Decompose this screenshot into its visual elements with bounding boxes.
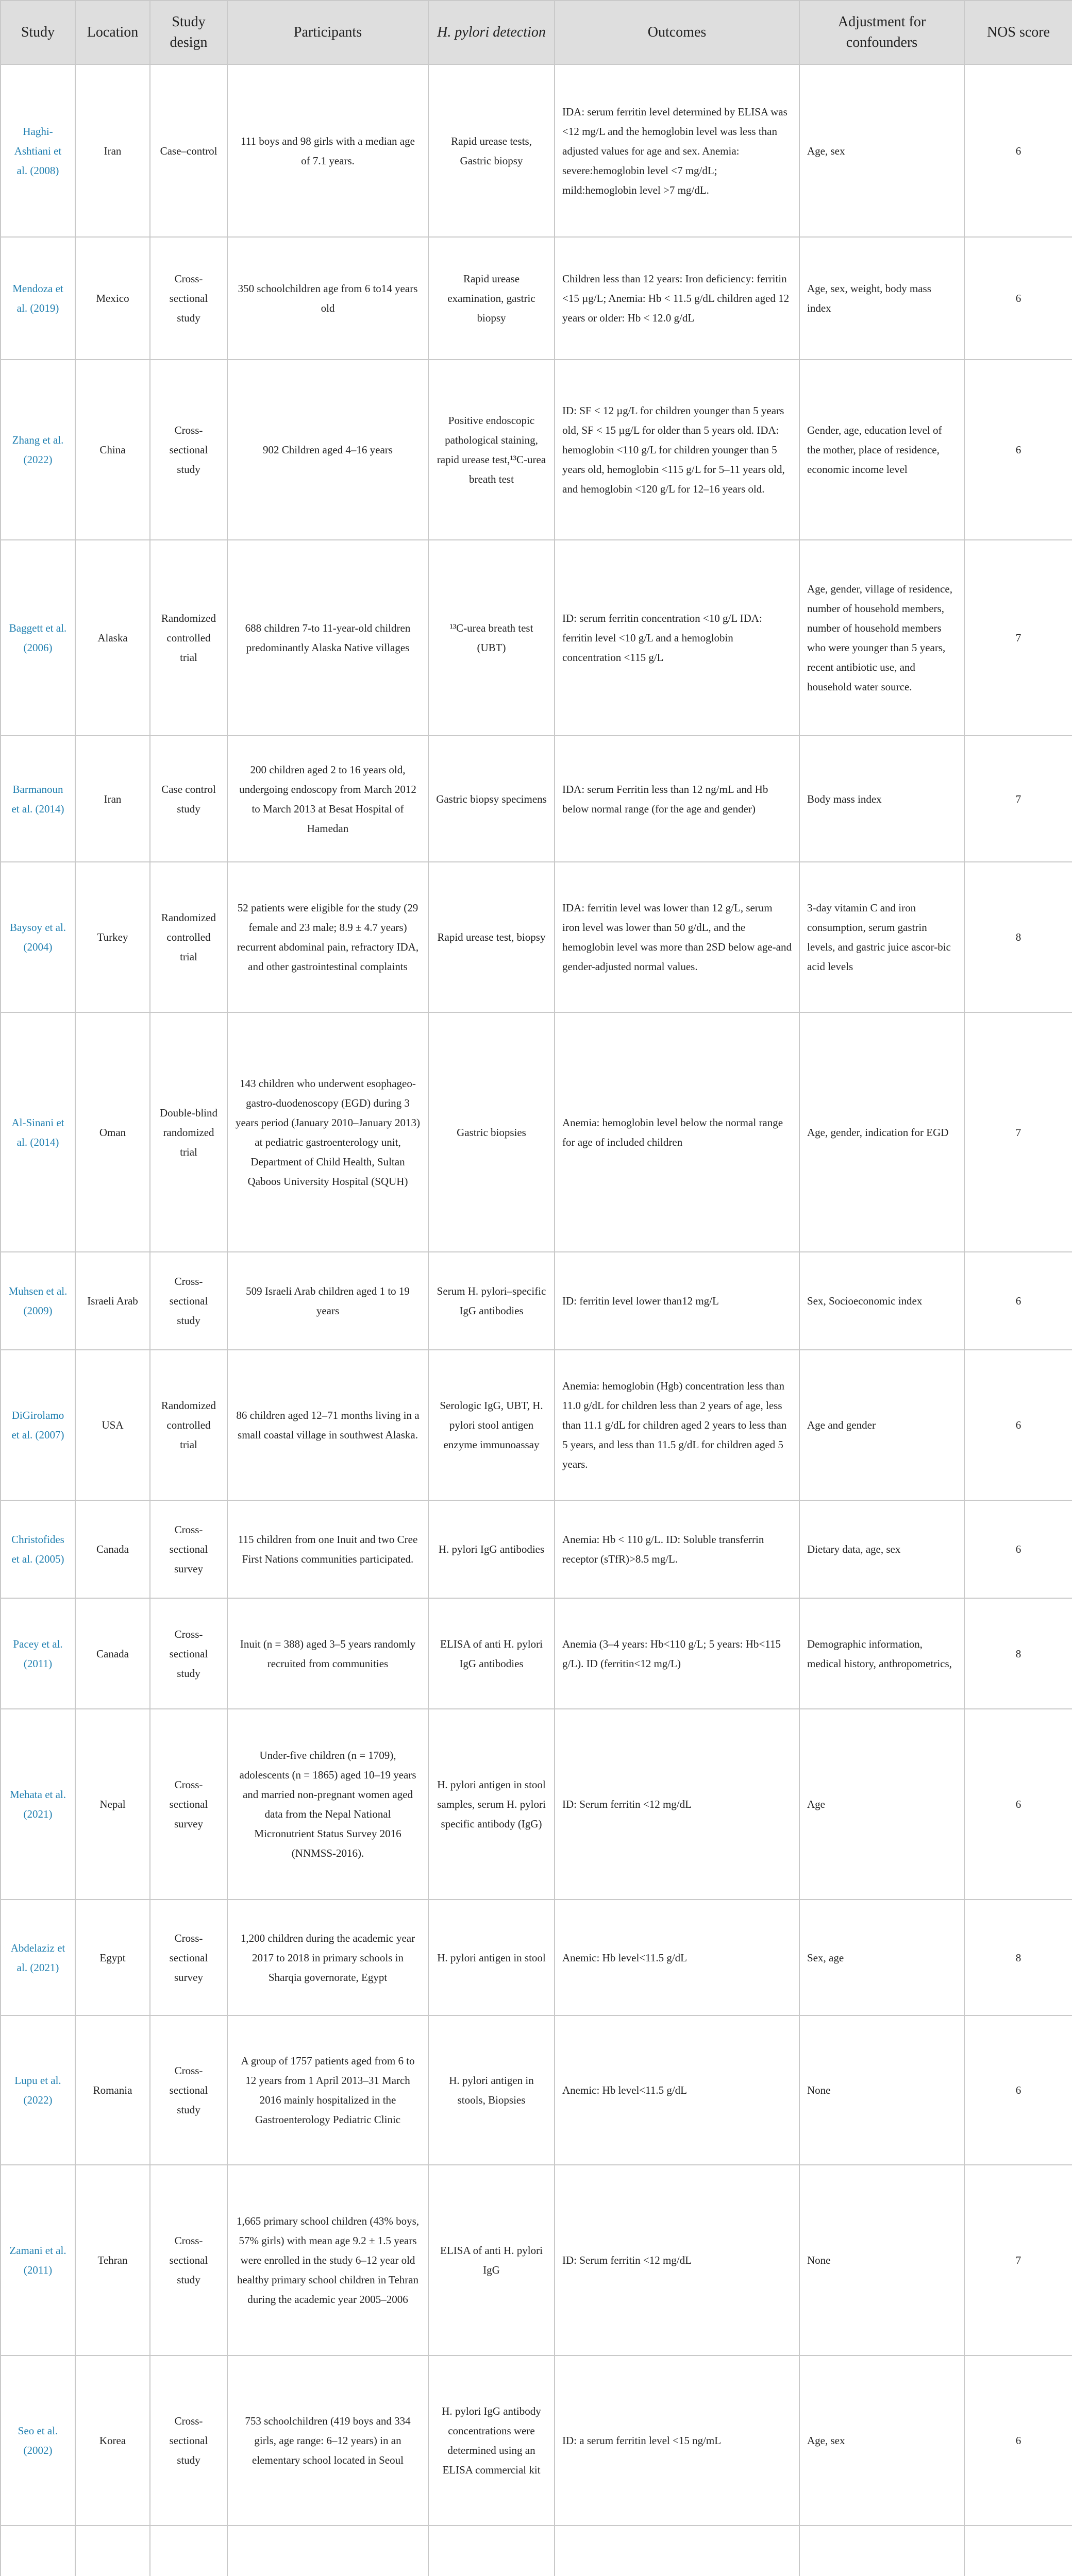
cell-nos-score: 6	[964, 360, 1072, 540]
cell-participants: 86 children aged 12–71 months living in a small coastal village in southwest Alaska.	[227, 1350, 428, 1500]
cell-location: USA	[75, 1350, 150, 1500]
cell-nos-score: 6	[964, 237, 1072, 360]
cell-study-design: Cross-sectional study	[150, 360, 227, 540]
cell-study[interactable]: Lupu et al. (2022)	[1, 2015, 75, 2165]
cell-nos-score: 6	[964, 2015, 1072, 2165]
cell-participants: 143 children who underwent esophageo-gastro-duodenoscopy (EGD) during 3 years period (January 2010–January 2013) at pediatric gastroenterology unit, Department of Child Health, Sultan Qaboos University Hospital (SQUH)	[227, 1012, 428, 1252]
cell-outcomes: ID: ferritin level lower than12 mg/L	[555, 1252, 799, 1350]
cell-detection: Rapid urease test, biopsy	[428, 862, 555, 1012]
cell-study-design: Cross-sectional study	[150, 2355, 227, 2526]
cell-outcomes: ID: Serum ferritin <12 mg/dL	[555, 2165, 799, 2355]
cell-location: Egypt	[75, 1900, 150, 2015]
cell-adjustment: Age and gender	[799, 1350, 964, 1500]
cell-detection	[428, 2526, 555, 2576]
cell-detection: H. pylori antigen in stool samples, serum H. pylori specific antibody (IgG)	[428, 1709, 555, 1900]
header-study: Study	[1, 1, 75, 64]
cell-participants: 111 boys and 98 girls with a median age of 7.1 years.	[227, 64, 428, 237]
cell-adjustment: Age	[799, 1709, 964, 1900]
cell-study-design: Cross-sectional study	[150, 1252, 227, 1350]
cell-nos-score: 6	[964, 2355, 1072, 2526]
cell-location: Tehran	[75, 2165, 150, 2355]
cell-participants: 753 schoolchildren (419 boys and 334 girls, age range: 6–12 years) in an elementary school located in Seoul	[227, 2355, 428, 2526]
table-row	[1, 237, 1072, 360]
cell-study-design: Randomized controlled trial	[150, 1350, 227, 1500]
cell-outcomes: Anemic: Hb level<11.5 g/dL	[555, 2015, 799, 2165]
header-study-design: Study design	[150, 1, 227, 64]
cell-study-design: Cross-sectional study	[150, 237, 227, 360]
cell-study-design: Double-blind randomized trial	[150, 1012, 227, 1252]
cell-study[interactable]: Mendoza et al. (2019)	[1, 237, 75, 360]
cell-location: Turkey	[75, 862, 150, 1012]
cell-outcomes: ID: Serum ferritin <12 mg/dL	[555, 1709, 799, 1900]
cell-outcomes: Anemia: hemoglobin level below the normal range for age of included children	[555, 1012, 799, 1252]
cell-nos-score: 6	[964, 1252, 1072, 1350]
cell-detection: Positive endoscopic pathological staining, rapid urease test,¹³C-urea breath test	[428, 360, 555, 540]
cell-study-design: Cross-sectional study	[150, 1598, 227, 1709]
cell-nos-score: 6	[964, 1350, 1072, 1500]
cell-location: Canada	[75, 1500, 150, 1598]
cell-adjustment: Sex, age	[799, 1900, 964, 2015]
cell-adjustment: Sex, Socioeconomic index	[799, 1252, 964, 1350]
cell-adjustment: 3-day vitamin C and iron consumption, serum gastrin levels, and gastric juice ascor-bic acid levels	[799, 862, 964, 1012]
cell-nos-score: 8	[964, 1900, 1072, 2015]
table-row	[1, 862, 1072, 1012]
table-row	[1, 540, 1072, 736]
table-row	[1, 360, 1072, 540]
cell-participants: 115 children from one Inuit and two Cree First Nations communities participated.	[227, 1500, 428, 1598]
cell-participants: 1,200 children during the academic year 2017 to 2018 in primary schools in Sharqia governorate, Egypt	[227, 1900, 428, 2015]
cell-detection: Serum H. pylori–specific IgG antibodies	[428, 1252, 555, 1350]
cell-outcomes: IDA: serum ferritin level determined by ELISA was <12 mg/L and the hemoglobin level was less than adjusted values for age and sex. Anemia: severe:hemoglobin level <7 mg/dL; mild:hemoglobin level >7 mg/dL.	[555, 64, 799, 237]
cell-study[interactable]: Baggett et al. (2006)	[1, 540, 75, 736]
cell-study-design: Randomized controlled trial	[150, 540, 227, 736]
cell-adjustment: Age, sex	[799, 2355, 964, 2526]
table-row	[1, 1500, 1072, 1598]
table-row	[1, 1598, 1072, 1709]
cell-nos-score: 7	[964, 540, 1072, 736]
table-row	[1, 2015, 1072, 2165]
table-row	[1, 736, 1072, 862]
cell-location: Canada	[75, 1598, 150, 1709]
cell-detection: H. pylori IgG antibody concentrations were determined using an ELISA commercial kit	[428, 2355, 555, 2526]
cell-location: Alaska	[75, 540, 150, 736]
cell-detection: H. pylori antigen in stools, Biopsies	[428, 2015, 555, 2165]
cell-study-design	[150, 2526, 227, 2576]
cell-detection: Rapid urease tests, Gastric biopsy	[428, 64, 555, 237]
cell-study[interactable]: Mehata et al. (2021)	[1, 1709, 75, 1900]
cell-outcomes: ID: a serum ferritin level <15 ng/mL	[555, 2355, 799, 2526]
cell-outcomes: Children less than 12 years: Iron deficiency: ferritin <15 µg/L; Anemia: Hb < 11.5 g/dL children aged 12 years or older: Hb < 12.0 g/dL	[555, 237, 799, 360]
cell-detection: ELISA of anti H. pylori IgG	[428, 2165, 555, 2355]
cell-outcomes	[555, 2526, 799, 2576]
cell-location: Korea	[75, 2355, 150, 2526]
cell-location: Romania	[75, 2015, 150, 2165]
cell-study[interactable]: Barmanoun et al. (2014)	[1, 736, 75, 862]
cell-outcomes: ID: serum ferritin concentration <10 g/L IDA: ferritin level <10 g/L and a hemoglobin concentration <115 g/L	[555, 540, 799, 736]
cell-study-design: Case control study	[150, 736, 227, 862]
cell-nos-score: 8	[964, 1598, 1072, 1709]
cell-outcomes: IDA: ferritin level was lower than 12 g/L, serum iron level was lower than 50 g/dL, and the hemoglobin level was more than 2SD below age-and gender-adjusted normal values.	[555, 862, 799, 1012]
cell-detection: ELISA of anti H. pylori IgG antibodies	[428, 1598, 555, 1709]
header-nos-score: NOS score	[964, 1, 1072, 64]
cell-detection: H. pylori antigen in stool	[428, 1900, 555, 2015]
cell-nos-score: 7	[964, 2165, 1072, 2355]
cell-location: Nepal	[75, 1709, 150, 1900]
cell-nos-score: 6	[964, 1709, 1072, 1900]
cell-location: China	[75, 360, 150, 540]
cell-participants: Inuit (n = 388) aged 3–5 years randomly recruited from communities	[227, 1598, 428, 1709]
cell-study[interactable]: Zamani et al. (2011)	[1, 2165, 75, 2355]
cell-participants: 200 children aged 2 to 16 years old, undergoing endoscopy from March 2012 to March 2013 at Besat Hospital of Hamedan	[227, 736, 428, 862]
cell-participants: 688 children 7-to 11-year-old children predominantly Alaska Native villages	[227, 540, 428, 736]
header-location: Location	[75, 1, 150, 64]
table-row	[1, 2165, 1072, 2355]
cell-participants: Under-five children (n = 1709), adolescents (n = 1865) aged 10–19 years and married non-pregnant women aged data from the Nepal National Micronutrient Status Survey 2016 (NNMSS-2016).	[227, 1709, 428, 1900]
cell-study[interactable]: Muhsen et al. (2009)	[1, 1252, 75, 1350]
cell-participants	[227, 2526, 428, 2576]
cell-detection: H. pylori IgG antibodies	[428, 1500, 555, 1598]
cell-outcomes: Anemic: Hb level<11.5 g/dL	[555, 1900, 799, 2015]
cell-study-design: Cross-sectional study	[150, 2165, 227, 2355]
cell-study[interactable]: Pacey et al. (2011)	[1, 1598, 75, 1709]
cell-adjustment: None	[799, 2165, 964, 2355]
cell-participants: 350 schoolchildren age from 6 to14 years old	[227, 237, 428, 360]
cell-detection: Gastric biopsy specimens	[428, 736, 555, 862]
cell-study-design: Cross-sectional survey	[150, 1709, 227, 1900]
cell-participants: 509 Israeli Arab children aged 1 to 19 years	[227, 1252, 428, 1350]
table-row	[1, 1012, 1072, 1252]
cell-adjustment	[799, 2526, 964, 2576]
cell-adjustment: Body mass index	[799, 736, 964, 862]
cell-location: Iran	[75, 736, 150, 862]
cell-adjustment: None	[799, 2015, 964, 2165]
cell-study[interactable]: Christofides et al. (2005)	[1, 1500, 75, 1598]
cell-adjustment: Age, gender, village of residence, number of household members, number of household members who were younger than 5 years, recent antibiotic use, and household water source.	[799, 540, 964, 736]
cell-outcomes: Anemia: Hb < 110 g/L. ID: Soluble transferrin receptor (sTfR)>8.5 mg/L.	[555, 1500, 799, 1598]
cell-location	[75, 2526, 150, 2576]
table-header-row	[1, 1, 1072, 64]
cell-adjustment: Age, sex	[799, 64, 964, 237]
cell-study-design: Case–control	[150, 64, 227, 237]
table-row	[1, 2526, 1072, 2576]
cell-nos-score: 6	[964, 1500, 1072, 1598]
cell-detection: Serologic IgG, UBT, H. pylori stool antigen enzyme immunoassay	[428, 1350, 555, 1500]
cell-detection: Gastric biopsies	[428, 1012, 555, 1252]
cell-nos-score: 8	[964, 862, 1072, 1012]
cell-adjustment: Demographic information, medical history, anthropometrics,	[799, 1598, 964, 1709]
cell-nos-score: 7	[964, 1012, 1072, 1252]
cell-study-design: Randomized controlled trial	[150, 862, 227, 1012]
cell-outcomes: Anemia: hemoglobin (Hgb) concentration less than 11.0 g/dL for children less than 2 years of age, less than 11.1 g/dL for children aged 2 years to less than 5 years, and less than 11.5 g/dL for children aged 5 years.	[555, 1350, 799, 1500]
cell-study[interactable]: Abdelaziz et al. (2021)	[1, 1900, 75, 2015]
cell-nos-score: 6	[964, 64, 1072, 237]
table-row	[1, 1709, 1072, 1900]
cell-study[interactable]	[1, 2526, 75, 2576]
cell-participants: A group of 1757 patients aged from 6 to 12 years from 1 April 2013–31 March 2016 mainly hospitalized in the Gastroenterology Pediatric Clinic	[227, 2015, 428, 2165]
cell-outcomes: ID: SF < 12 µg/L for children younger than 5 years old, SF < 15 µg/L for older than 5 years old. IDA: hemoglobin <110 g/L for children younger than 5 years old, hemoglobin <115 g/L for 5–11 years old, and hemoglobin <120 g/L for 12–16 years old.	[555, 360, 799, 540]
table-row	[1, 2355, 1072, 2526]
cell-study[interactable]: Al-Sinani et al. (2014)	[1, 1012, 75, 1252]
cell-detection: ¹³C-urea breath test (UBT)	[428, 540, 555, 736]
cell-study[interactable]: Seo et al. (2002)	[1, 2355, 75, 2526]
header-outcomes: Outcomes	[555, 1, 799, 64]
cell-study-design: Cross-sectional survey	[150, 1900, 227, 2015]
cell-adjustment: Gender, age, education level of the mother, place of residence, economic income level	[799, 360, 964, 540]
header-participants: Participants	[227, 1, 428, 64]
header-adjustment: Adjustment for confounders	[799, 1, 964, 64]
cell-location: Iran	[75, 64, 150, 237]
cell-location: Israeli Arab	[75, 1252, 150, 1350]
cell-study[interactable]: Baysoy et al. (2004)	[1, 862, 75, 1012]
cell-adjustment: Age, gender, indication for EGD	[799, 1012, 964, 1252]
cell-detection: Rapid urease examination, gastric biopsy	[428, 237, 555, 360]
header-detection: H. pylori detection	[428, 1, 555, 64]
cell-participants: 1,665 primary school children (43% boys, 57% girls) with mean age 9.2 ± 1.5 years were enrolled in the study 6–12 year old healthy primary school children in Tehran during the academic year 2005–2006	[227, 2165, 428, 2355]
cell-study[interactable]: Haghi-Ashtiani et al. (2008)	[1, 64, 75, 237]
cell-study[interactable]: DiGirolamo et al. (2007)	[1, 1350, 75, 1500]
cell-adjustment: Dietary data, age, sex	[799, 1500, 964, 1598]
cell-location: Mexico	[75, 237, 150, 360]
cell-adjustment: Age, sex, weight, body mass index	[799, 237, 964, 360]
table-row	[1, 1350, 1072, 1500]
cell-location: Oman	[75, 1012, 150, 1252]
table-row	[1, 1900, 1072, 2015]
cell-nos-score	[964, 2526, 1072, 2576]
table-row	[1, 1252, 1072, 1350]
cell-study[interactable]: Zhang et al. (2022)	[1, 360, 75, 540]
cell-nos-score: 7	[964, 736, 1072, 862]
cell-outcomes: Anemia (3–4 years: Hb<110 g/L; 5 years: Hb<115 g/L). ID (ferritin<12 mg/L)	[555, 1598, 799, 1709]
cell-participants: 902 Children aged 4–16 years	[227, 360, 428, 540]
cell-study-design: Cross-sectional study	[150, 2015, 227, 2165]
cell-study-design: Cross-sectional survey	[150, 1500, 227, 1598]
cell-participants: 52 patients were eligible for the study (29 female and 23 male; 8.9 ± 4.7 years) recurrent abdominal pain, refractory IDA, and other gastrointestinal complaints	[227, 862, 428, 1012]
cell-outcomes: IDA: serum Ferritin less than 12 ng/mL and Hb below normal range (for the age and gender)	[555, 736, 799, 862]
table-row	[1, 64, 1072, 237]
